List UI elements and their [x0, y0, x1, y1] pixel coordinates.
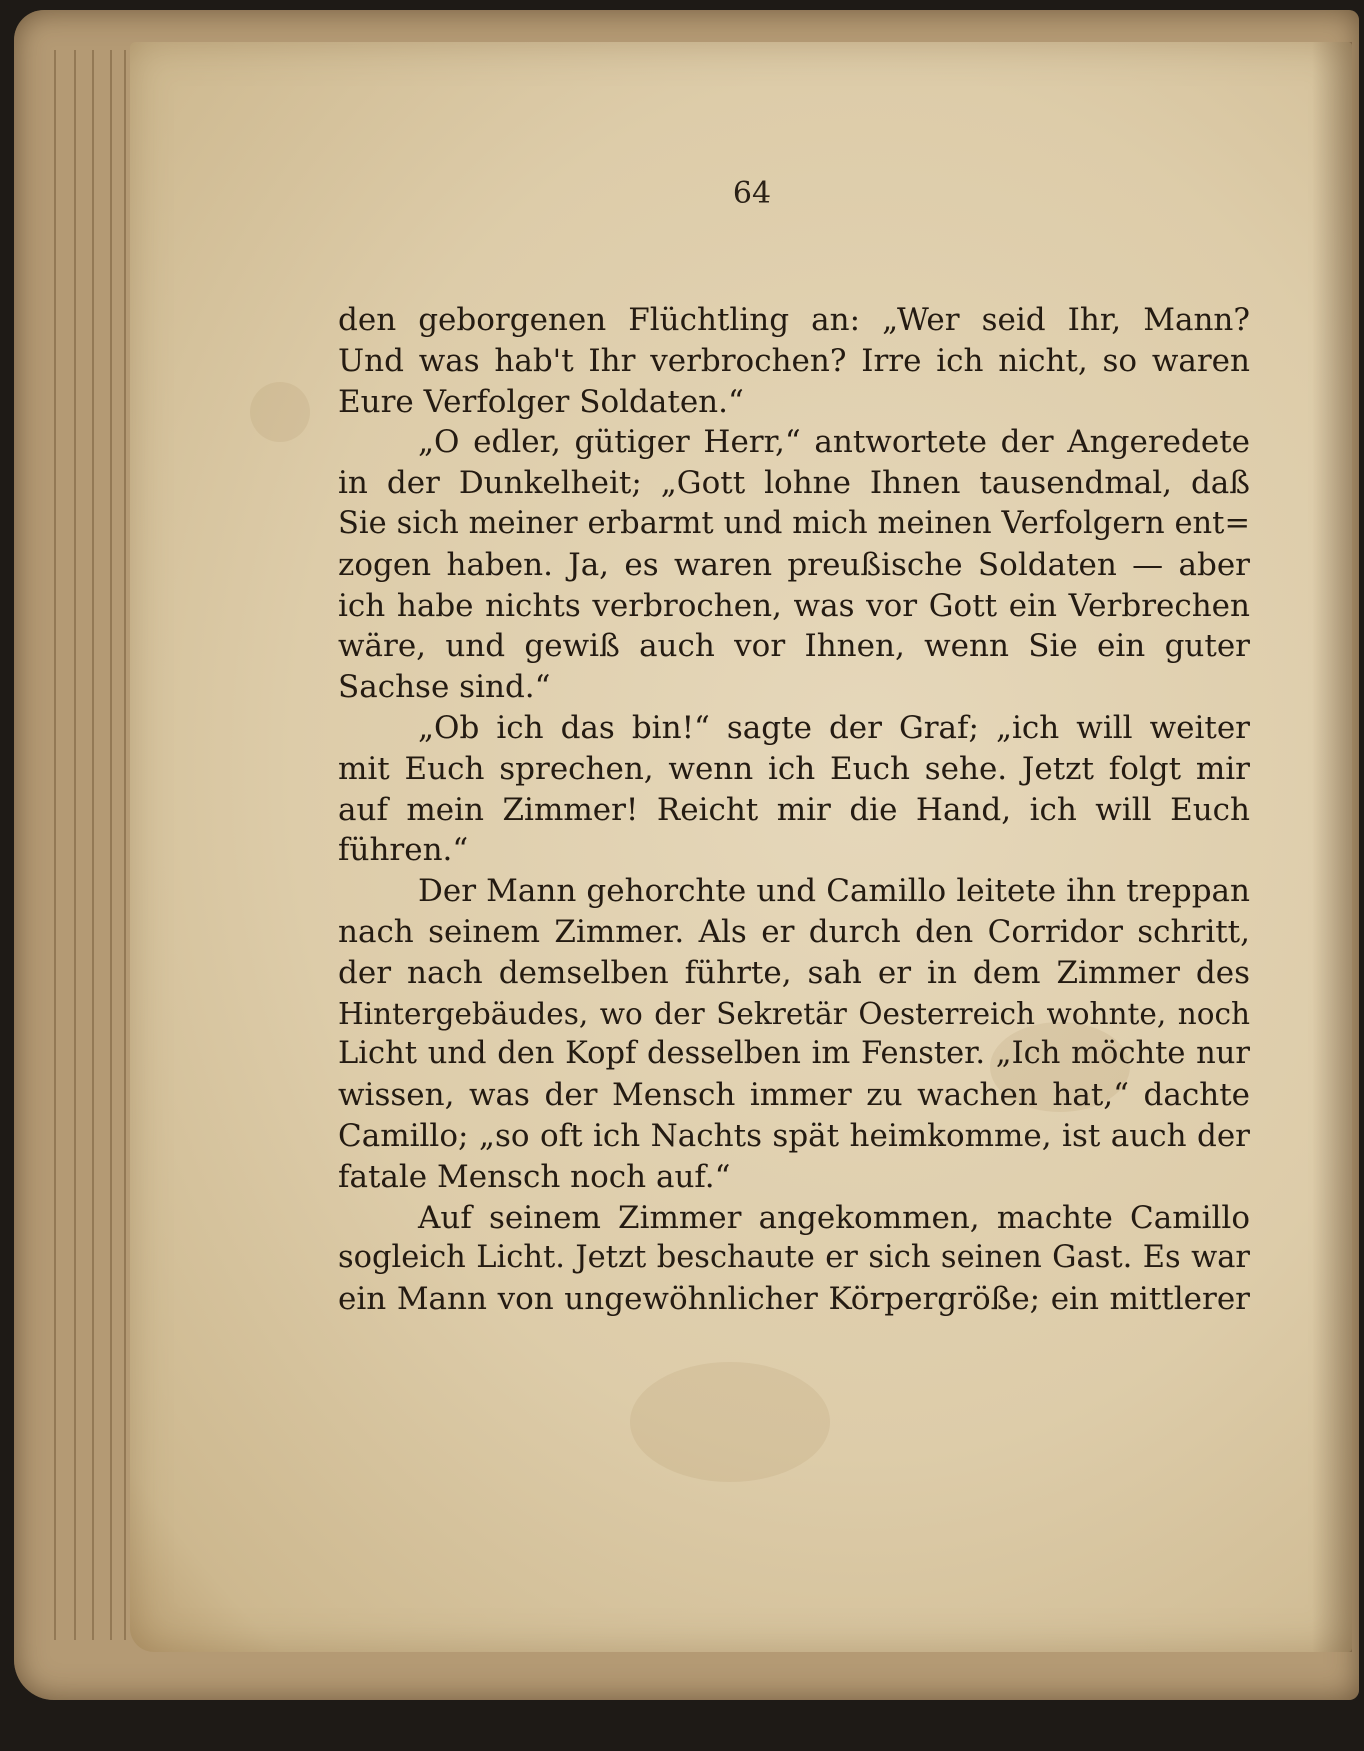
text-line: der nach demselben führte, sah er in dem Zimmer des — [338, 954, 1250, 991]
text-line: wissen, was der Mensch immer zu wachen hat,“ dachte — [338, 1077, 1250, 1114]
page-edge-line — [54, 50, 56, 1640]
page-edge-line — [92, 50, 94, 1640]
text-line: Hintergebäudes, wo der Sekretär Oesterreich wohnte, noch — [338, 996, 1250, 1031]
text-line: Camillo; „so oft ich Nachts spät heimkomme, ist auch der — [338, 1117, 1250, 1154]
text-line: zogen haben. Ja, es waren preußische Soldaten — aber — [338, 546, 1250, 583]
text-line: sogleich Licht. Jetzt beschaute er sich seinen Gast. Es war — [338, 1240, 1250, 1276]
text-line: mit Euch sprechen, wenn ich Euch sehe. Jetzt folgt mir — [338, 750, 1250, 787]
paper-stain — [250, 382, 310, 442]
spine-shadow — [1312, 42, 1352, 1652]
text-line: „Ob ich das bin!“ sagte der Graf; „ich will weiter — [418, 709, 1250, 746]
page-edge-line — [124, 50, 126, 1640]
text-line: führen.“ — [338, 832, 469, 869]
text-line: fatale Mensch noch auf.“ — [338, 1158, 731, 1195]
text-line: Der Mann gehorchte und Camillo leitete ihn treppan — [418, 873, 1250, 910]
text-line: Sachse sind.“ — [338, 669, 551, 706]
text-line: Und was hab't Ihr verbrochen? Irre ich nicht, so waren — [338, 342, 1250, 379]
text-line: Auf seinem Zimmer angekommen, machte Camillo — [418, 1199, 1250, 1236]
text-line: Sie sich meiner erbarmt und mich meinen Verfolgern ent= — [338, 505, 1250, 541]
page-edge-line — [110, 50, 112, 1640]
paper-stain — [630, 1362, 830, 1482]
text-line: Eure Verfolger Soldaten.“ — [338, 383, 744, 420]
text-line: ein Mann von ungewöhnlicher Körpergröße; ein mittlerer — [338, 1281, 1250, 1318]
text-line: den geborgenen Flüchtling an: „Wer seid Ihr, Mann? — [338, 302, 1250, 338]
text-line: wäre, und gewiß auch vor Ihnen, wenn Sie ein guter — [338, 628, 1250, 665]
page-edge-line — [74, 50, 76, 1640]
text-line: auf mein Zimmer! Reicht mir die Hand, ich will Euch — [338, 791, 1250, 828]
text-line: „O edler, gütiger Herr,“ antwortete der Angeredete — [418, 424, 1250, 461]
text-line: ich habe nichts verbrochen, was vor Gott ein Verbrechen — [338, 587, 1250, 624]
page-number: 64 — [732, 176, 772, 211]
text-line: nach seinem Zimmer. Als er durch den Corridor schritt, — [338, 913, 1250, 950]
body-text — [338, 300, 1250, 1320]
text-line: in der Dunkelheit; „Gott lohne Ihnen tausendmal, daß — [338, 465, 1250, 502]
text-line: Licht und den Kopf desselben im Fenster. „Ich möchte nur — [338, 1036, 1250, 1072]
